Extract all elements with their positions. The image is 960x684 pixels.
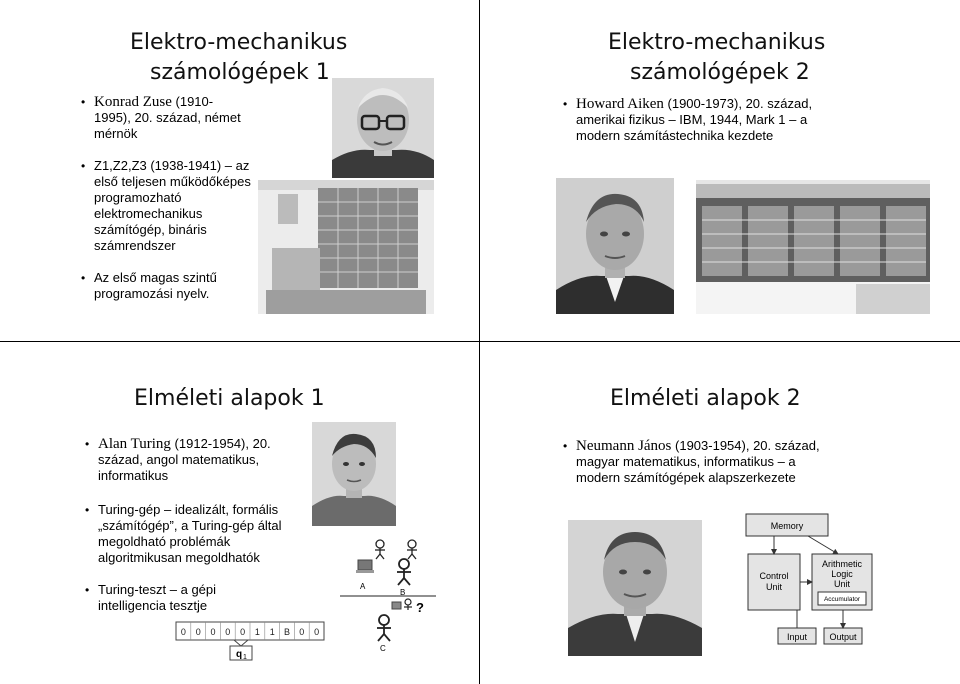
bullet-dot-icon: •	[563, 97, 568, 111]
turing-test-diagram	[340, 532, 436, 652]
tape-cell: 0	[240, 627, 246, 637]
memory-label: Memory	[770, 521, 804, 531]
zuse-portrait	[332, 78, 434, 178]
person-icon	[377, 615, 391, 641]
output-label: Output	[829, 632, 857, 642]
bullet-z-machines: • Z1,Z2,Z3 (1938-1941) – az első teljesen működőképes programozható elektromechanikus számítógép, bináris számrendszer	[81, 158, 251, 253]
tape-cell: 0	[225, 627, 231, 637]
label-c: C	[380, 644, 386, 652]
bullet-dot-icon: •	[85, 583, 90, 597]
bullet-dot-icon: •	[81, 271, 86, 285]
tape-head-label: q	[236, 649, 243, 660]
slide-aiken	[480, 0, 960, 342]
control-unit-label-2: Unit	[765, 582, 783, 592]
person-name: Alan Turing	[98, 436, 171, 452]
person-name: Howard Aiken	[576, 96, 664, 112]
turing-tape-diagram	[174, 620, 326, 662]
slide-title: Elméleti alapok 2	[610, 386, 801, 411]
von-neumann-architecture-diagram	[738, 510, 894, 650]
tape-cell: 0	[299, 627, 305, 637]
bullet-dot-icon: •	[563, 439, 568, 453]
input-label: Input	[786, 632, 808, 642]
tape-head-state: 1	[243, 654, 247, 661]
person-icon	[407, 540, 417, 559]
label-a: A	[360, 582, 366, 591]
slide-title: Elméleti alapok 1	[134, 386, 325, 411]
alu-label-3: Unit	[833, 579, 851, 589]
turing-portrait	[312, 422, 396, 526]
slide-title-line2: számológépek 2	[630, 60, 810, 85]
computer-icon	[392, 602, 401, 609]
slide-title-line1: Elektro-mechanikus	[130, 30, 348, 55]
tape-cell: 1	[269, 627, 275, 637]
tape-cell: 0	[180, 627, 186, 637]
slide-title-line2: számológépek 1	[150, 60, 330, 85]
bullet-dot-icon: •	[81, 95, 86, 109]
bullet-turing: • Alan Turing (1912-1954), 20. század, angol matematikus, informatikus	[85, 436, 271, 483]
alu-label-2: Logic	[831, 569, 853, 579]
z3-computer-photo	[258, 180, 434, 314]
bullet-dot-icon: •	[81, 159, 86, 173]
bullet-dot-icon: •	[85, 437, 90, 451]
bullet-zuse: • Konrad Zuse (1910- 1995), 20. század, német mérnök	[81, 94, 241, 141]
person-name: Neumann János	[576, 438, 672, 454]
accumulator-label: Accumulator	[823, 596, 861, 603]
mark1-computer-photo	[696, 180, 930, 314]
tape-cell: 0	[195, 627, 201, 637]
person-icon	[375, 540, 385, 559]
person-icon	[404, 599, 412, 610]
slide-title-line1: Elektro-mechanikus	[608, 30, 826, 55]
tape-cell: 0	[210, 627, 216, 637]
control-unit-label-1: Control	[759, 571, 789, 581]
bullet-aiken: • Howard Aiken (1900-1973), 20. század, amerikai fizikus – IBM, 1944, Mark 1 – a modern számítástechnika kezdete	[563, 96, 813, 143]
slide-zuse	[0, 0, 480, 342]
slide-turing	[0, 342, 480, 684]
aiken-portrait	[556, 178, 674, 314]
bullet-turing-machine: • Turing-gép – idealizált, formális „számítógép”, a Turing-gép által megoldható problémák algoritmikusan megoldhatók	[85, 502, 282, 565]
bullet-turing-test: • Turing-teszt – a gépi intelligencia tesztje	[85, 582, 217, 613]
slide-neumann	[480, 342, 960, 684]
person-icon	[397, 559, 411, 585]
label-b: B	[400, 588, 406, 597]
person-name: Konrad Zuse	[94, 94, 172, 110]
bullet-neumann: • Neumann János (1903-1954), 20. század, magyar matematikus, informatikus – a modern számítógépek alapszerkezete	[563, 438, 820, 485]
question-mark: ?	[416, 600, 424, 615]
bullet-dot-icon: •	[85, 503, 90, 517]
tape-cell: 0	[314, 627, 320, 637]
tape-cell: 1	[254, 627, 260, 637]
tape-cell: B	[283, 627, 291, 637]
bullet-language: • Az első magas szintű programozási nyelv.	[81, 270, 217, 301]
alu-label-1: Arithmetic	[821, 559, 863, 569]
computer-icon	[356, 560, 374, 573]
neumann-portrait	[568, 520, 702, 656]
